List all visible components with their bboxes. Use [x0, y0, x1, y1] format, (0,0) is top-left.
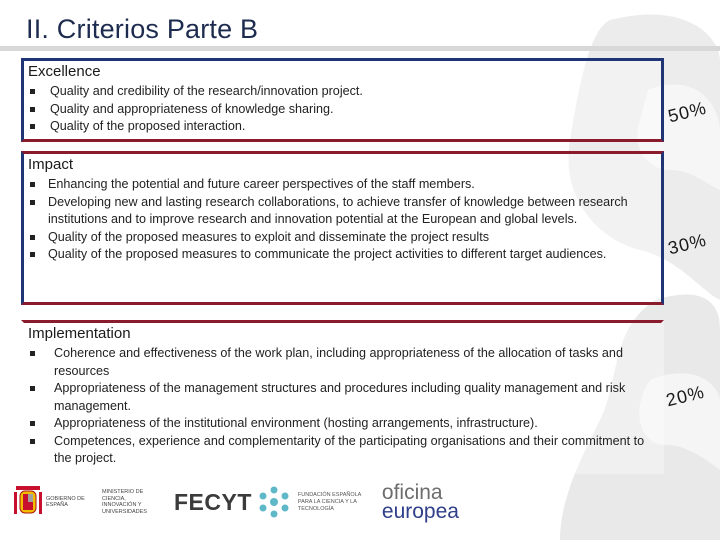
implementation-section	[21, 320, 664, 474]
excellence-weight: 50%	[666, 97, 709, 127]
list-item: Developing new and lasting research collaborations, to achieve transfer of knowledge between research institutions and to improve research and innovation potential at the European and global levels.	[24, 194, 661, 229]
list-item: Coherence and effectiveness of the work plan, including appropriateness of the allocation of tasks and resources	[24, 345, 661, 380]
title-divider	[0, 46, 720, 51]
fecyt-wordmark: FECYT	[174, 488, 252, 515]
excellence-list	[24, 83, 661, 136]
list-item: Quality and appropriateness of knowledge sharing.	[24, 101, 661, 119]
implementation-heading: Implementation	[28, 325, 131, 342]
impact-heading: Impact	[28, 156, 74, 173]
fecyt-logo	[174, 484, 364, 520]
page-title: II. Criterios Parte B	[26, 14, 259, 44]
list-item: Quality and credibility of the research/innovation project.	[24, 83, 661, 101]
list-item: Appropriateness of the management structures and procedures including quality management and risk management.	[24, 380, 661, 415]
footer-logos	[14, 482, 459, 522]
list-item: Quality of the proposed measures to exploit and disseminate the project results	[24, 229, 661, 247]
excellence-section	[21, 58, 664, 142]
list-item: Enhancing the potential and future career perspectives of the staff members.	[24, 176, 661, 194]
spanish-coat-of-arms-icon	[14, 484, 42, 520]
oficina-line-1: oficina	[381, 481, 443, 504]
implementation-list	[24, 345, 661, 468]
oficina-line-2: europea	[381, 500, 459, 523]
list-item: Competences, experience and complementarity of the participating organisations and their commitment to the project.	[24, 433, 661, 468]
impact-weight: 30%	[666, 229, 709, 259]
fecyt-molecule-icon	[256, 484, 292, 520]
excellence-heading: Excellence	[28, 63, 101, 80]
fecyt-subtitle: FUNDACIÓN ESPAÑOLA PARA LA CIENCIA Y LA TECNOLOGÍA	[297, 491, 362, 512]
list-item: Appropriateness of the institutional environment (hosting arrangements, infrastructure).	[24, 415, 661, 433]
impact-section	[21, 151, 664, 305]
list-item: Quality of the proposed measures to communicate the project activities to different target audiences.	[24, 246, 661, 264]
oficina-europea-logo	[382, 483, 459, 521]
gobierno-logo	[14, 482, 164, 522]
ministerio-label: MINISTERIO DE CIENCIA, INNOVACIÓN Y UNIVERSIDADES	[102, 489, 147, 515]
list-item: Quality of the proposed interaction.	[24, 118, 661, 136]
implementation-weight: 20%	[664, 381, 707, 411]
gobierno-label: GOBIERNO DE ESPAÑA	[46, 495, 85, 508]
impact-list	[24, 176, 661, 264]
